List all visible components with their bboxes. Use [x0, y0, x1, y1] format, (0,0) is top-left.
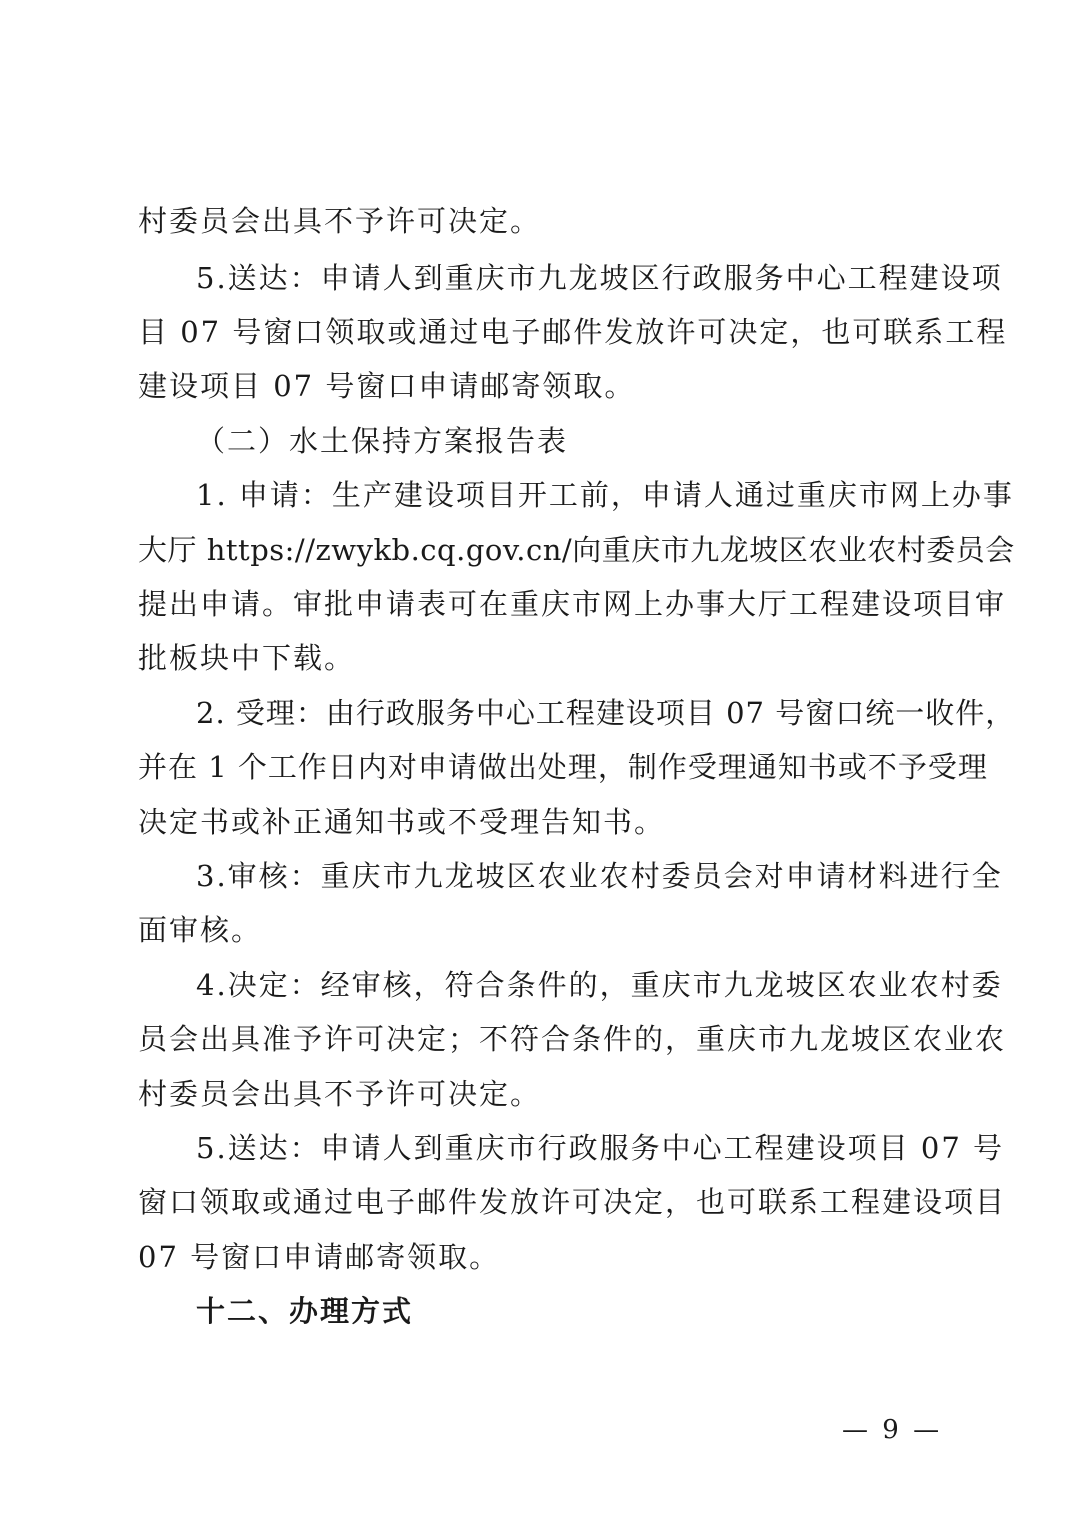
paragraph-line: 5.送达：申请人到重庆市九龙坡区行政服务中心工程建设项	[196, 261, 1003, 295]
paragraph-line: 面审核。	[138, 913, 263, 947]
paragraph-line: 批板块中下载。	[138, 641, 356, 675]
paragraph-line: 5.送达：申请人到重庆市行政服务中心工程建设项目 07 号	[196, 1131, 1005, 1165]
paragraph-line: 1. 申请：生产建设项目开工前，申请人通过重庆市网上办事	[196, 478, 1014, 512]
section-subheading: （二）水土保持方案报告表	[196, 424, 569, 458]
paragraph-line: 3.审核：重庆市九龙坡区农业农村委员会对申请材料进行全	[196, 859, 1003, 893]
paragraph-line: 提出申请。审批申请表可在重庆市网上办事大厅工程建设项目审	[138, 587, 1007, 621]
paragraph-line: 窗口领取或通过电子邮件发放许可决定，也可联系工程建设项目	[138, 1185, 1007, 1219]
paragraph-line: 村委员会出具不予许可决定。	[138, 1077, 542, 1111]
paragraph-line: 决定书或补正通知书或不受理告知书。	[138, 805, 666, 839]
paragraph-line: 大厅 https://zwykb.cq.gov.cn/向重庆市九龙坡区农业农村委员会	[138, 533, 1015, 567]
paragraph-line: 村委员会出具不予许可决定。	[138, 204, 542, 238]
paragraph-line: 并在 1 个工作日内对申请做出处理，制作受理通知书或不予受理	[138, 750, 988, 784]
paragraph-line: 07 号窗口申请邮寄领取。	[138, 1240, 501, 1274]
section-heading: 十二、办理方式	[196, 1294, 414, 1328]
paragraph-line: 建设项目 07 号窗口申请邮寄领取。	[138, 369, 636, 403]
page-number: — 9 —	[842, 1415, 943, 1445]
paragraph-line: 目 07 号窗口领取或通过电子邮件发放许可决定，也可联系工程	[138, 315, 1008, 349]
paragraph-line: 2. 受理：由行政服务中心工程建设项目 07 号窗口统一收件，	[196, 696, 1016, 730]
paragraph-line: 4.决定：经审核，符合条件的，重庆市九龙坡区农业农村委	[196, 968, 1003, 1002]
paragraph-line: 员会出具准予许可决定；不符合条件的，重庆市九龙坡区农业农	[138, 1022, 1007, 1056]
